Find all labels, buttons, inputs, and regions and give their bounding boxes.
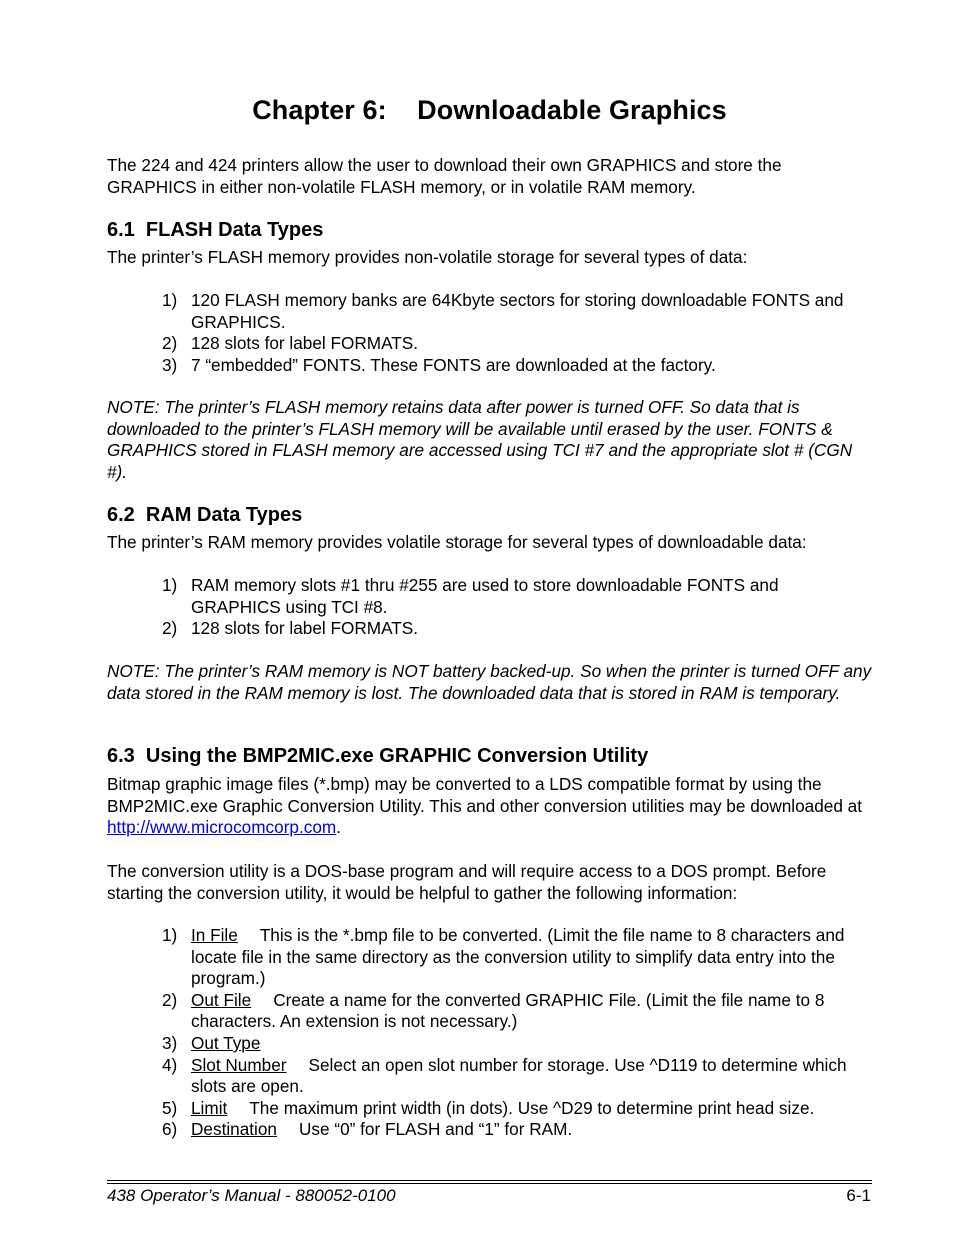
microcom-website-link[interactable]: http://www.microcomcorp.com (107, 817, 337, 838)
footer-page-number: 6-1 (846, 1186, 871, 1205)
section-6-3-heading: 6.3 Using the BMP2MIC.exe GRAPHIC Conversion Utility (107, 745, 649, 767)
intro-paragraph: The 224 and 424 printers allow the user to download their own GRAPHICS and store the GRAPHICS in either non-volatile FLASH memory, or in volatile RAM memory. (107, 155, 782, 197)
term-slot-number: Slot Number (191, 1054, 287, 1075)
footer-divider-thin (107, 1183, 872, 1184)
footer-divider (107, 1180, 872, 1181)
ram-note: NOTE: The printer’s RAM memory is NOT battery backed-up. So when the printer is turned OFF any data stored in the RAM memory is lost. The downloaded data that is stored in RAM is temporary. (107, 661, 872, 703)
list-item: 1) RAM memory slots #1 thru #255 are used to store downloadable FONTS and GRAPHICS using TCI #8. (162, 575, 779, 617)
section-6-3-paragraph-1: Bitmap graphic image files (*.bmp) may be converted to a LDS compatible format by using the BMP2MIC.exe Graphic Conversion Utility. This and other conversion utilities may be downloaded at http://www.microcomcorp.com. (107, 774, 863, 838)
term-out-file: Out File (191, 989, 252, 1010)
term-destination: Destination (191, 1119, 277, 1140)
section-6-2-heading: 6.2 RAM Data Types (107, 504, 303, 526)
section-6-1-heading: 6.1 FLASH Data Types (107, 219, 324, 241)
section-6-1-lead: The printer’s FLASH memory provides non-volatile storage for several types of data: (107, 247, 748, 267)
footer-manual-title: 438 Operator’s Manual - 880052-0100 (107, 1186, 396, 1205)
term-in-file: In File (191, 925, 238, 945)
flash-note: NOTE: The printer’s FLASH memory retains data after power is turned OFF. So data that is downloaded to the printer’s FLASH memory will be available until erased by the user. FONTS & GRAPHICS stored in FLASH memory are accessed using TCI #7 and the appropriate slot # (CGN #). (107, 397, 853, 482)
list-item: 2) Out File Create a name for the converted GRAPHIC File. (Limit the file name to 8 characters. An extension is not necessary.) (162, 989, 825, 1032)
list-item: 1) In File This is the *.bmp file to be converted. (Limit the file name to 8 characters and locate file in the same directory as the conversion utility to simplify data entry into the program.) (162, 925, 845, 989)
list-item: 6) Destination Use “0” for FLASH and “1” for RAM. (162, 1119, 573, 1140)
section-6-3-paragraph-2: The conversion utility is a DOS-base program and will require access to a DOS prompt. Before starting the conversion utility, it would be helpful to gather the following information: (107, 861, 827, 903)
list-item: 3) Out Type (162, 1032, 261, 1053)
conversion-info-list (162, 925, 872, 1141)
chapter-title: Chapter 6: Downloadable Graphics (252, 95, 727, 125)
list-item: 1) 120 FLASH memory banks are 64Kbyte sectors for storing downloadable FONTS and GRAPHICS. (162, 290, 844, 332)
list-item: 2) 128 slots for label FORMATS. (162, 333, 419, 354)
list-item: 5) Limit The maximum print width (in dots). Use ^D29 to determine print head size. (162, 1097, 815, 1118)
list-item: 4) Slot Number Select an open slot number for storage. Use ^D119 to determine which slots are open. (162, 1054, 847, 1097)
flash-data-types-list (162, 290, 872, 376)
term-limit: Limit (191, 1097, 228, 1118)
section-6-2-lead: The printer’s RAM memory provides volatile storage for several types of downloadable data: (107, 532, 807, 552)
term-out-type: Out Type (191, 1032, 261, 1053)
ram-data-types-list (162, 575, 872, 640)
list-item: 3) 7 “embedded” FONTS. These FONTS are downloaded at the factory. (162, 354, 716, 375)
list-item: 2) 128 slots for label FORMATS. (162, 618, 419, 639)
